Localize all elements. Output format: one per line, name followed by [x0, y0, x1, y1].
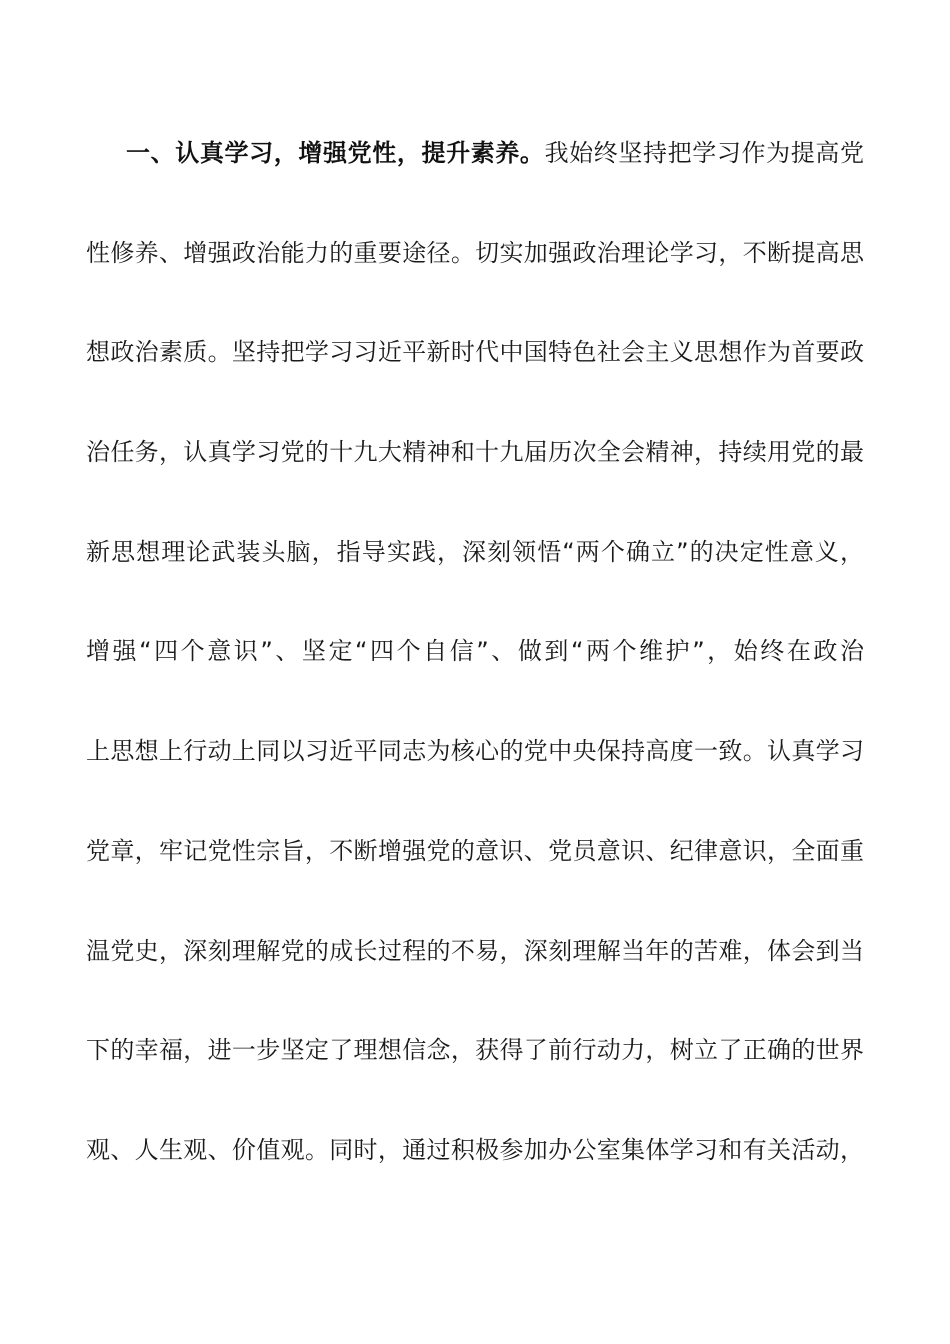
- paragraph-line: 增强“四个意识”、坚定“四个自信”、做到“两个维护”，始终在政治: [86, 637, 864, 666]
- paragraph-line: 想政治素质。坚持把学习习近平新时代中国特色社会主义思想作为首要政: [86, 338, 864, 367]
- paragraph-line: [86, 131, 864, 231]
- paragraph-line: 新思想理论武装头脑，指导实践，深刻领悟“两个确立”的决定性意义，: [86, 537, 864, 566]
- body-text: [86, 131, 864, 1228]
- line-text: 我始终坚持把学习作为提高党: [544, 139, 865, 167]
- paragraph-line: 性修养、增强政治能力的重要途径。切实加强政治理论学习，不断提高思: [86, 238, 864, 267]
- paragraph-line: 治任务，认真学习党的十九大精神和十九届历次全会精神，持续用党的最: [86, 438, 864, 467]
- paragraph-line: 温党史，深刻理解党的成长过程的不易，深刻理解当年的苦难，体会到当: [86, 936, 864, 965]
- section-heading: 一、认真学习，增强党性，提升素养。: [126, 139, 545, 167]
- paragraph-line: 下的幸福，进一步坚定了理想信念，获得了前行动力，树立了正确的世界: [86, 1036, 864, 1065]
- paragraph-line: 上思想上行动上同以习近平同志为核心的党中央保持高度一致。认真学习: [86, 737, 864, 766]
- paragraph-line: 观、人生观、价值观。同时，通过积极参加办公室集体学习和有关活动，: [86, 1135, 864, 1164]
- paragraph-line: 党章，牢记党性宗旨，不断增强党的意识、党员意识、纪律意识，全面重: [86, 836, 864, 865]
